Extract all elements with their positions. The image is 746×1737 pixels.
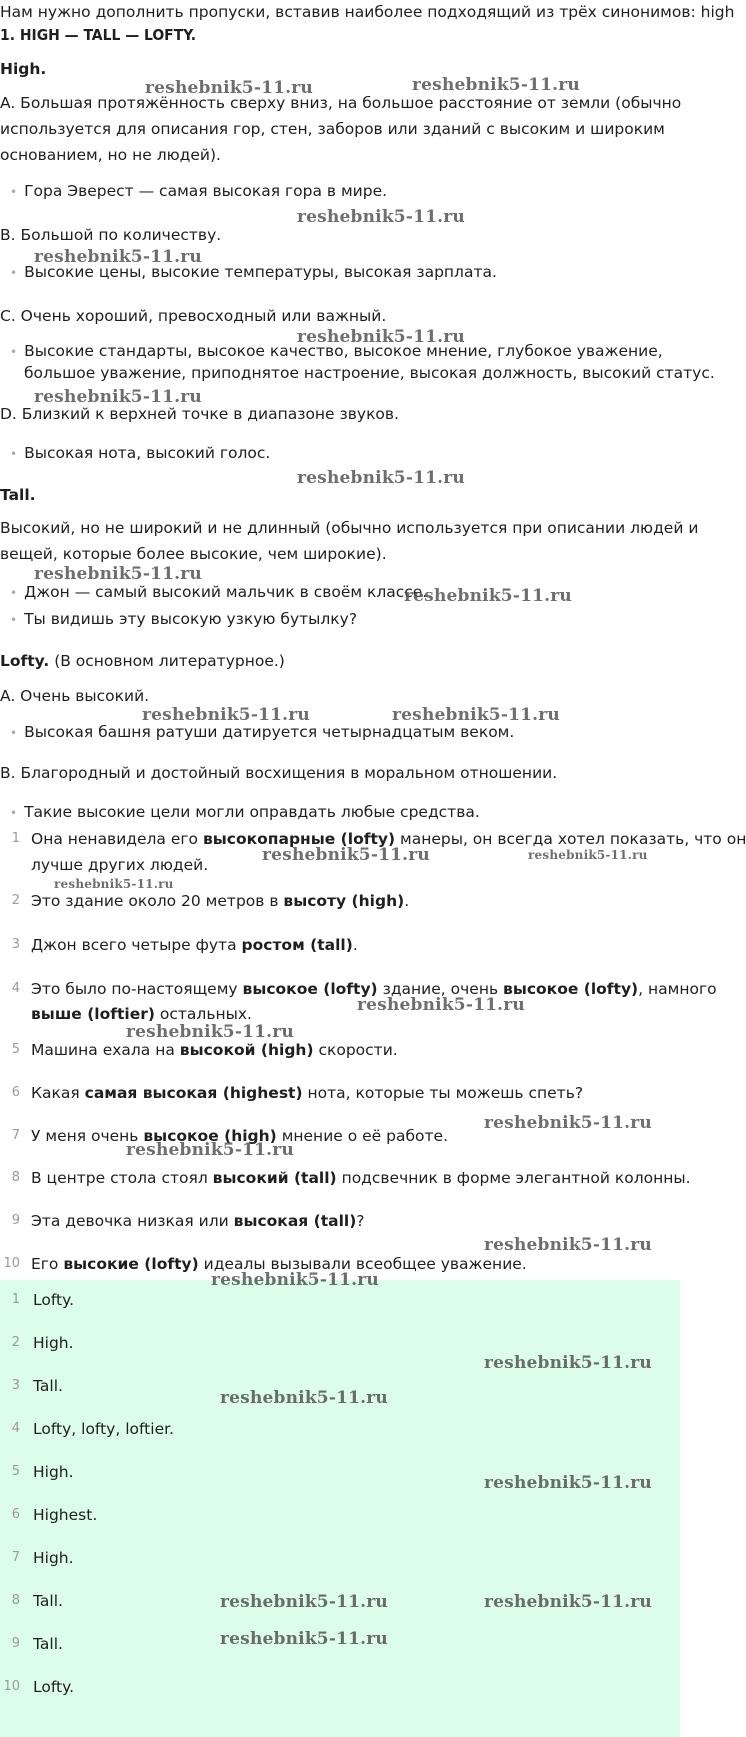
watermark: reshebnik5-11.ru (484, 1353, 652, 1373)
watermark: reshebnik5-11.ru (34, 247, 202, 267)
watermark: reshebnik5-11.ru (145, 78, 313, 98)
lofty-a-example: • Высокая башня ратуши датируется четырнадцатым веком. (10, 722, 514, 743)
watermark: reshebnik5-11.ru (262, 845, 430, 865)
watermark: reshebnik5-11.ru (404, 586, 572, 606)
watermark: reshebnik5-11.ru (211, 1270, 379, 1290)
watermark: reshebnik5-11.ru (34, 564, 202, 584)
sentence-4-line-2: выше (loftier) остальных. (31, 1005, 252, 1023)
answer-row: 9 Tall. (11, 1635, 63, 1653)
watermark: reshebnik5-11.ru (297, 327, 465, 347)
sentence-number: 2 (11, 893, 20, 908)
watermark: reshebnik5-11.ru (142, 705, 310, 725)
watermark: reshebnik5-11.ru (126, 1140, 294, 1160)
high-b-definition: B. Большой по количеству. (0, 226, 222, 244)
high-b-example: • Высокие цены, высокие температуры, высокая зарплата. (10, 262, 497, 283)
high-c-example-line-1: • Высокие стандарты, высокое качество, высокое мнение, глубокое уважение, (10, 341, 663, 362)
sentence-number: 9 (11, 1213, 20, 1228)
answer-row: 6 Highest. (11, 1506, 98, 1524)
answer-row: 8 Tall. (11, 1592, 63, 1610)
answer-row: 2 High. (11, 1334, 74, 1352)
tall-definition-line-1: Высокий, но не широкий и не длинный (обычно используется при описании людей и (0, 519, 699, 537)
watermark: reshebnik5-11.ru (484, 1473, 652, 1493)
sentence-number: 3 (11, 937, 20, 952)
sentence-1-line-1: Она ненавидела его высокопарные (lofty) манеры, он всегда хотел показать, что он (31, 830, 746, 848)
watermark: reshebnik5-11.ru (34, 387, 202, 407)
watermark: reshebnik5-11.ru (126, 1022, 294, 1042)
answer-row: 4 Lofty, lofty, loftier. (11, 1420, 174, 1438)
intro-text: Нам нужно дополнить пропуски, вставив наиболее подходящий из трёх синонимов: high (0, 3, 735, 21)
sentence-5: Машина ехала на высокой (high) скорости. (31, 1041, 398, 1059)
watermark: reshebnik5-11.ru (484, 1113, 652, 1133)
answer-row: 7 High. (11, 1549, 74, 1567)
sentence-1-line-2: лучше других людей. (31, 856, 209, 874)
high-d-example: • Высокая нота, высокий голос. (10, 443, 270, 464)
watermark: reshebnik5-11.ru (297, 468, 465, 488)
sentence-3: Джон всего четыре фута ростом (tall). (31, 936, 358, 954)
watermark: reshebnik5-11.ru (297, 207, 465, 227)
lofty-b-example: • Такие высокие цели могли оправдать любые средства. (10, 802, 480, 823)
high-a-line-3: основанием, но не людей). (0, 146, 221, 164)
watermark: reshebnik5-11.ru (392, 705, 560, 725)
sentence-10: Его высокие (lofty) идеалы вызывали всеобщее уважение. (31, 1255, 527, 1273)
tall-example-1: • Джон — самый высокий мальчик в своём классе. (10, 582, 427, 603)
sentence-6: Какая самая высокая (highest) нота, которые ты можешь спеть? (31, 1084, 584, 1102)
watermark: reshebnik5-11.ru (484, 1592, 652, 1612)
high-c-example-line-2: большое уважение, приподнятое настроение, высокая должность, высокий статус. (24, 364, 715, 382)
heading-tall: Tall. (0, 486, 36, 504)
high-a-line-2: используется для описания гор, стен, заборов или зданий с высоким и широким (0, 120, 665, 138)
high-a-example: • Гора Эверест — самая высокая гора в мире. (10, 181, 387, 202)
watermark: reshebnik5-11.ru (54, 877, 174, 891)
sentence-2: Это здание около 20 метров в высоту (high). (31, 892, 410, 910)
sentence-9: Эта девочка низкая или высокая (tall)? (31, 1212, 365, 1230)
answer-row: 3 Tall. (11, 1377, 63, 1395)
lofty-b-definition: B. Благородный и достойный восхищения в моральном отношении. (0, 764, 558, 782)
task-title: 1. HIGH — TALL — LOFTY. (0, 26, 197, 44)
watermark: reshebnik5-11.ru (528, 848, 648, 862)
high-c-definition: C. Очень хороший, превосходный или важный. (0, 307, 387, 325)
watermark: reshebnik5-11.ru (412, 75, 580, 95)
sentence-number: 6 (11, 1085, 20, 1100)
tall-definition-line-2: вещей, которые более высокие, чем широкие). (0, 545, 387, 563)
answer-row: 5 High. (11, 1463, 74, 1481)
watermark: reshebnik5-11.ru (220, 1592, 388, 1612)
watermark: reshebnik5-11.ru (220, 1629, 388, 1649)
watermark: reshebnik5-11.ru (484, 1235, 652, 1255)
heading-lofty: Lofty. (В основном литературное.) (0, 652, 285, 670)
sentence-number: 1 (11, 831, 20, 846)
sentence-number: 4 (11, 981, 20, 996)
sentence-number: 7 (11, 1128, 20, 1143)
tall-example-2: • Ты видишь эту высокую узкую бутылку? (10, 609, 357, 630)
sentence-8: В центре стола стоял высокий (tall) подсвечник в форме элегантной колонны. (31, 1169, 691, 1187)
sentence-4-line-1: Это было по-настоящему высокое (lofty) здание, очень высокое (lofty), намного (31, 980, 717, 998)
answer-row: 10 Lofty. (3, 1678, 74, 1696)
sentence-number: 5 (11, 1042, 20, 1057)
lofty-a-definition: A. Очень высокий. (0, 687, 150, 705)
watermark: reshebnik5-11.ru (220, 1388, 388, 1408)
watermark: reshebnik5-11.ru (357, 995, 525, 1015)
high-d-definition: D. Близкий к верхней точке в диапазоне звуков. (0, 405, 399, 423)
high-a-line-1: A. Большая протяжённость сверху вниз, на большое расстояние от земли (обычно (0, 94, 682, 112)
sentence-7: У меня очень высокое (high) мнение о её работе. (31, 1127, 449, 1145)
answers-panel (0, 1280, 680, 1737)
answer-row: 1 Lofty. (11, 1291, 74, 1309)
sentence-number: 10 (3, 1256, 20, 1271)
heading-high: High. (0, 60, 47, 78)
sentence-number: 8 (11, 1170, 20, 1185)
